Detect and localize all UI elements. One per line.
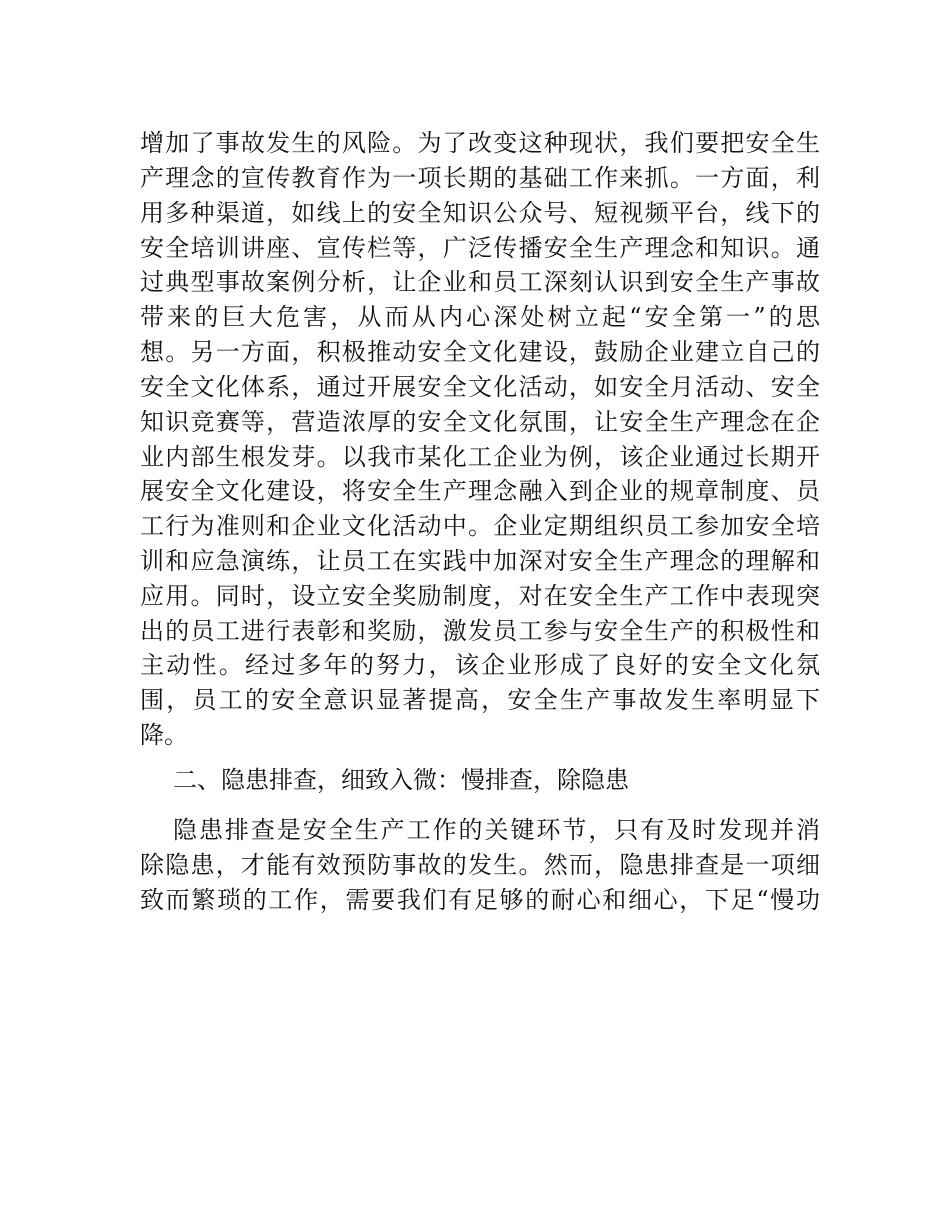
paragraph-line: 工行为准则和企业文化活动中。企业定期组织员工参加安全培 [140,512,820,540]
paragraph-line: 隐患排查是安全生产工作的关键环节，只有及时发现并消 [173,816,820,844]
paragraph-line: 安全文化体系，通过开展安全文化活动，如安全月活动、安全 [140,373,820,401]
paragraph-line: 过典型事故案例分析，让企业和员工深刻认识到安全生产事故 [140,268,820,296]
paragraph-line: 致而繁琐的工作，需要我们有足够的耐心和细心，下足“慢功 [140,886,820,914]
paragraph-line: 主动性。经过多年的努力，该企业形成了良好的安全文化氛 [140,651,820,679]
paragraph-line: 产理念的宣传教育作为一项长期的基础工作来抓。一方面，利 [140,164,820,192]
paragraph-line: 增加了事故发生的风险。为了改变这种现状，我们要把安全生 [140,129,820,157]
paragraph-line: 展安全文化建设，将安全生产理念融入到企业的规章制度、员 [140,477,820,505]
section-heading: 二、隐患排查，细致入微：慢排查，除隐患 [173,766,629,794]
paragraph-line: 应用。同时，设立安全奖励制度，对在安全生产工作中表现突 [140,582,820,610]
paragraph-line: 除隐患，才能有效预防事故的发生。然而，隐患排查是一项细 [140,851,820,879]
paragraph-line: 围，员工的安全意识显著提高，安全生产事故发生率明显下 [140,686,820,714]
paragraph-line: 安全培训讲座、宣传栏等，广泛传播安全生产理念和知识。通 [140,234,820,262]
paragraph-line: 想。另一方面，积极推动安全文化建设，鼓励企业建立自己的 [140,338,820,366]
paragraph-line: 用多种渠道，如线上的安全知识公众号、短视频平台，线下的 [140,199,820,227]
paragraph-line: 降。 [140,721,188,749]
paragraph-line: 训和应急演练，让员工在实践中加深对安全生产理念的理解和 [140,547,820,575]
paragraph-line: 带来的巨大危害，从而从内心深处树立起“安全第一”的思 [140,303,820,331]
paragraph-line: 出的员工进行表彰和奖励，激发员工参与安全生产的积极性和 [140,617,820,645]
paragraph-line: 知识竞赛等，营造浓厚的安全文化氛围，让安全生产理念在企 [140,408,820,436]
paragraph-line: 业内部生根发芽。以我市某化工企业为例，该企业通过长期开 [140,443,820,471]
